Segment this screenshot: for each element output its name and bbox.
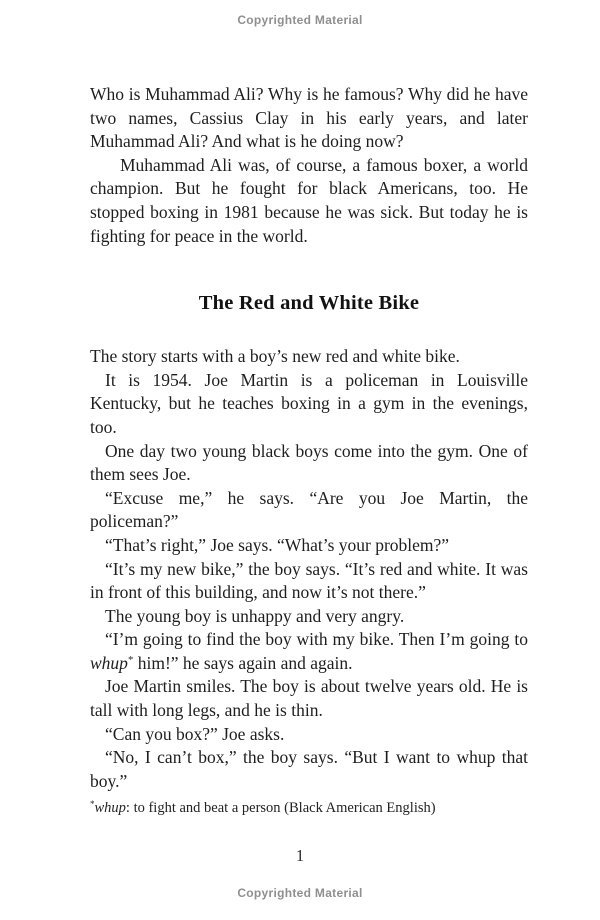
footnote (90, 798, 528, 818)
story-paragraph-2: It is 1954. Joe Martin is a policeman in Louisville Kentucky, but he teaches boxing in a gym in the evenings, too. (90, 369, 528, 437)
page-number: 1 (295, 846, 305, 865)
copyright-bottom-label: Copyrighted Material (237, 886, 363, 900)
story-paragraph-6: “It’s my new bike,” the boy says. “It’s red and white. It was in front of this building, and now it’s not there.” (90, 558, 528, 603)
story-paragraph-11: “No, I can’t box,” the boy says. “But I want to whup that boy.” (90, 747, 528, 791)
copyright-top-label: Copyrighted Material (237, 13, 363, 27)
footnote-italic-word: whup (94, 800, 126, 817)
section-title: The Red and White Bike (198, 292, 420, 315)
story-paragraph-7: The young boy is unhappy and very angry. (105, 605, 405, 626)
story-paragraph-4: “Excuse me,” he says. “Are you Joe Martin, the policeman?” (90, 487, 528, 532)
whup-paragraph-post: him!” he says again and again. (133, 652, 353, 673)
story-paragraph-1: The story starts with a boy’s new red and white bike. (90, 346, 460, 367)
footnote-text: : to fight and beat a person (Black American English) (125, 800, 436, 817)
whup-paragraph-pre: “I’m going to find the boy with my bike. Then I’m going to (105, 629, 528, 650)
story-paragraph-5: “That’s right,” Joe says. “What’s your problem?” (105, 534, 450, 555)
story-paragraph-9: Joe Martin smiles. The boy is about twelve years old. He is tall with long legs, and he is thin. (90, 676, 528, 721)
intro-paragraph-1: Who is Muhammad Ali? Why is he famous? Why did he have two names, Cassius Clay in his early years, and later Muhammad Ali? And what is he doing now? (90, 84, 528, 152)
whup-italic-word: whup (90, 652, 128, 673)
story-paragraph-10: “Can you box?” Joe asks. (105, 723, 285, 744)
whup-footnote-marker: * (127, 653, 134, 666)
intro-paragraph-2: Muhammad Ali was, of course, a famous boxer, a world champion. But he fought for black Americans, too. He stopped boxing in 1981 because he was sick. But today he is fighting for peace in the world. (90, 154, 528, 246)
story-paragraph-8-whup (90, 628, 528, 675)
page-body (90, 83, 528, 818)
story-paragraph-3: One day two young black boys come into the gym. One of them sees Joe. (90, 440, 528, 485)
footnote-marker: * (90, 799, 95, 810)
